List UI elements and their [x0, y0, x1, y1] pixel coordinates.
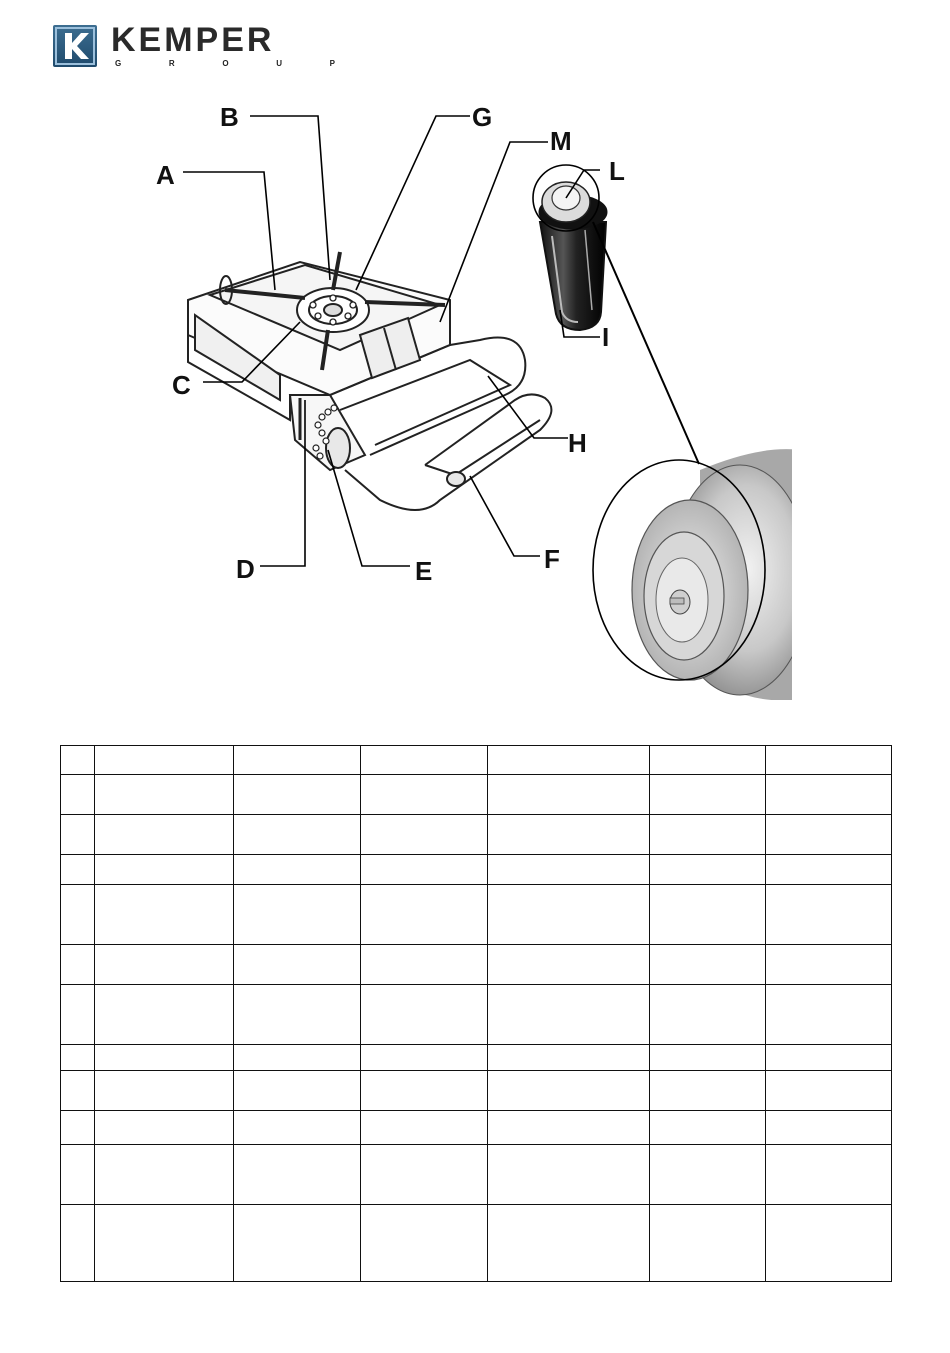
callout-label-b: B [220, 102, 239, 132]
table-cell [61, 1111, 95, 1145]
table-cell [61, 945, 95, 985]
table-cell [95, 1145, 234, 1205]
table-cell [766, 815, 892, 855]
table-cell [361, 885, 488, 945]
callout-label-g: G [472, 102, 493, 132]
table-row [61, 1045, 892, 1071]
table-cell [488, 775, 650, 815]
table-cell [766, 1205, 892, 1282]
table-cell [361, 1045, 488, 1071]
table-cell [488, 1045, 650, 1071]
table-cell [361, 746, 488, 775]
table-cell [234, 855, 361, 885]
table-cell [650, 985, 766, 1045]
brand-name: KEMPER [111, 21, 275, 59]
table-cell [488, 815, 650, 855]
table-cell [95, 815, 234, 855]
table-cell [361, 1205, 488, 1282]
table-cell [488, 1145, 650, 1205]
table-cell [650, 945, 766, 985]
callout-label-d: D [236, 554, 255, 584]
callout-label-i: I [602, 322, 610, 352]
callout-label-e: E [415, 556, 433, 586]
table-cell [234, 945, 361, 985]
table-cell [61, 885, 95, 945]
table-cell [234, 1145, 361, 1205]
brand-subline-letter: P [329, 59, 335, 68]
table-cell [488, 885, 650, 945]
table-row [61, 1145, 892, 1205]
table-cell [361, 1145, 488, 1205]
table-cell [650, 1205, 766, 1282]
table-row [61, 746, 892, 775]
table-cell [650, 1071, 766, 1111]
table-cell [234, 1111, 361, 1145]
table-cell [61, 815, 95, 855]
brand-subline-letter: O [222, 59, 229, 68]
gas-canister [533, 165, 607, 330]
table-cell [488, 855, 650, 885]
table-row [61, 885, 892, 945]
callout-label-m: M [550, 126, 572, 156]
table-cell [234, 775, 361, 815]
table-cell [234, 885, 361, 945]
table-cell [61, 985, 95, 1045]
brand-subline-letter: U [276, 59, 282, 68]
callout-label-f: F [544, 544, 560, 574]
table-cell [650, 855, 766, 885]
table-cell [361, 945, 488, 985]
spec-table [60, 745, 892, 1282]
table-cell [488, 1111, 650, 1145]
table-cell [234, 985, 361, 1045]
table-cell [61, 1071, 95, 1111]
table-cell [95, 945, 234, 985]
table-cell [766, 1045, 892, 1071]
table-cell [766, 945, 892, 985]
valve-detail-zoom [632, 449, 810, 700]
table-cell [650, 1111, 766, 1145]
table-cell [766, 1145, 892, 1205]
table-cell [61, 1145, 95, 1205]
table-cell [234, 746, 361, 775]
table-row [61, 1205, 892, 1282]
brand-subline-letter: R [168, 59, 175, 68]
table-row [61, 815, 892, 855]
table-row [61, 1071, 892, 1111]
table-cell [650, 775, 766, 815]
table-cell [488, 1071, 650, 1111]
table-cell [488, 945, 650, 985]
table-cell [361, 775, 488, 815]
table-cell [361, 1071, 488, 1111]
brand-subline-letter: G [115, 59, 122, 68]
table-cell [95, 885, 234, 945]
table-cell [766, 1071, 892, 1111]
table-cell [766, 985, 892, 1045]
table-cell [234, 1205, 361, 1282]
table-cell [766, 885, 892, 945]
table-cell [61, 746, 95, 775]
table-cell [766, 855, 892, 885]
table-cell [234, 1045, 361, 1071]
table-cell [95, 746, 234, 775]
table-cell [650, 1145, 766, 1205]
table-cell [650, 815, 766, 855]
table-cell [234, 1071, 361, 1111]
table-cell [95, 775, 234, 815]
table-cell [766, 746, 892, 775]
callout-label-l: L [609, 156, 625, 186]
table-cell [766, 1111, 892, 1145]
table-cell [95, 855, 234, 885]
table-cell [488, 1205, 650, 1282]
callout-label-h: H [568, 428, 587, 458]
callout-label-a: A [156, 160, 175, 190]
table-cell [361, 855, 488, 885]
table-cell [488, 985, 650, 1045]
table-row [61, 775, 892, 815]
table-cell [234, 815, 361, 855]
table-row [61, 945, 892, 985]
table-cell [95, 1111, 234, 1145]
table-row [61, 985, 892, 1045]
callout-label-c: C [172, 370, 191, 400]
table-cell [61, 1045, 95, 1071]
table-cell [650, 1045, 766, 1071]
table-cell [61, 855, 95, 885]
table-cell [361, 1111, 488, 1145]
table-cell [95, 1205, 234, 1282]
table-row [61, 1111, 892, 1145]
table-cell [650, 746, 766, 775]
table-cell [766, 775, 892, 815]
table-cell [361, 815, 488, 855]
table-cell [95, 985, 234, 1045]
table-cell [361, 985, 488, 1045]
table-row [61, 855, 892, 885]
table-cell [61, 1205, 95, 1282]
table-cell [61, 775, 95, 815]
table-cell [95, 1045, 234, 1071]
table-cell [488, 746, 650, 775]
table-cell [650, 885, 766, 945]
table-cell [95, 1071, 234, 1111]
